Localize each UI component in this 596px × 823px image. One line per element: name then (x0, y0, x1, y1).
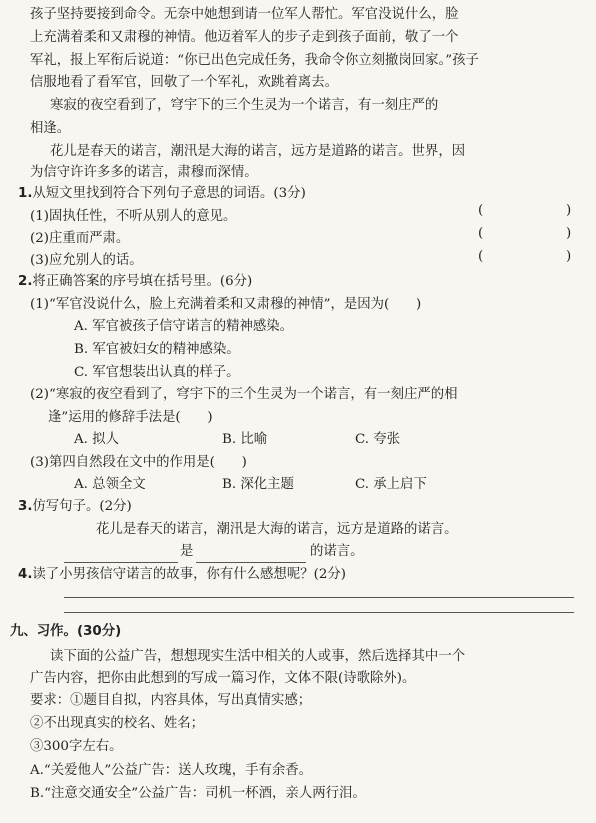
composition-intro: 广告内容，把你由此想到的写成一篇习作，文体不限(诗歌除外)。 (30, 671, 416, 686)
question-number: 2. (18, 274, 33, 289)
answer-paren-close: ) (566, 249, 572, 264)
q2-option: C. 承上启下 (355, 477, 427, 492)
passage-line: 寒寂的夜空看到了，穹宇下的三个生灵为一个诺言，有一刻庄严的 (50, 98, 439, 113)
fill-blank-line[interactable] (196, 562, 306, 563)
passage-line: 孩子坚持要接到命令。无奈中她想到请一位军人帮忙。军官没说什么，脸 (30, 7, 459, 22)
composition-requirement: 要求：①题目自拟，内容具体，写出真情实感； (30, 693, 312, 708)
q2-option: C. 军官想装出认真的样子。 (74, 365, 240, 380)
answer-paren-open: ( (478, 226, 484, 241)
ad-option-b: B.“注意交通安全”公益广告：司机一杯酒，亲人两行泪。 (30, 786, 366, 801)
q3-connector: 是 (180, 544, 194, 559)
question-text: 从短文里找到符合下列句子意思的词语。(3分) (32, 186, 306, 201)
q3-example: 花儿是春天的诺言，潮汛是大海的诺言，远方是道路的诺言。 (96, 522, 458, 537)
q1-item-2: (2)庄重而严肃。 (30, 231, 130, 246)
answer-paren-close: ) (566, 226, 572, 241)
q3-ending: 的诺言。 (310, 544, 364, 559)
passage-line: 为信守许许多多的诺言，肃穆而深情。 (30, 165, 258, 180)
answer-paren-open: ( (478, 203, 484, 218)
q2-sub-3: (3)第四自然段在文中的作用是( ) (30, 455, 247, 470)
question-text: 将正确答案的序号填在括号里。(6分) (32, 274, 253, 289)
passage-line: 信服地看了看军官，回敬了一个军礼，欢跳着离去。 (30, 75, 338, 90)
q2-option: B. 军官被妇女的精神感染。 (74, 342, 240, 357)
q2-option: C. 夸张 (355, 432, 401, 447)
question-2-heading (18, 275, 596, 288)
composition-requirement: ②不出现真实的校名、姓名； (30, 716, 205, 731)
q1-item-3: (3)应允别人的话。 (30, 253, 143, 268)
question-text: 读了小男孩信守诺言的故事，你有什么感想呢？(2分) (32, 567, 346, 582)
q1-item-1: (1)固执任性，不听从别人的意见。 (30, 209, 237, 224)
question-number: 1. (18, 186, 33, 201)
composition-intro: 读下面的公益广告，想想现实生活中相关的人或事，然后选择其中一个 (50, 649, 466, 664)
question-1-heading (18, 187, 596, 200)
q2-sub-2-cont: 逢”运用的修辞手法是( ) (48, 410, 213, 425)
q2-option: B. 深化主题 (222, 477, 294, 492)
q2-option: A. 拟人 (74, 432, 119, 447)
passage-line: 上充满着柔和又肃穆的神情。他迈着军人的步子走到孩子面前，敬了一个 (30, 30, 459, 45)
section-9-title: 九、习作。(30分) (10, 624, 122, 639)
answer-paren-open: ( (478, 249, 484, 264)
question-number: 3. (18, 499, 33, 514)
q2-option: A. 军官被孩子信守诺言的精神感染。 (74, 319, 294, 334)
q2-option: A. 总领全文 (74, 477, 146, 492)
fill-blank-line[interactable] (64, 562, 178, 563)
question-text: 仿写句子。(2分) (32, 499, 132, 514)
composition-requirement: ③300字左右。 (30, 739, 123, 754)
answer-writing-line[interactable] (64, 612, 574, 613)
q2-option: B. 比喻 (222, 432, 268, 447)
passage-line: 花儿是春天的诺言，潮汛是大海的诺言，远方是道路的诺言。世界，因 (50, 144, 466, 159)
q2-sub-2: (2)“寒寂的夜空看到了，穹宇下的三个生灵为一个诺言，有一刻庄严的相 (30, 387, 458, 402)
question-3-heading (18, 500, 596, 513)
passage-line: 军礼，报上军衔后说道：“你已出色完成任务，我命令你立刻撤岗回家。”孩子 (30, 53, 479, 68)
answer-paren-close: ) (566, 203, 572, 218)
question-number: 4. (18, 567, 33, 582)
q2-sub-1: (1)“军官没说什么，脸上充满着柔和又肃穆的神情”，是因为( ) (30, 297, 422, 312)
question-4-heading (18, 568, 596, 581)
ad-option-a: A.“关爱他人”公益广告：送人玫瑰，手有余香。 (30, 763, 313, 778)
answer-writing-line[interactable] (64, 597, 574, 598)
passage-line: 相逢。 (30, 121, 71, 136)
